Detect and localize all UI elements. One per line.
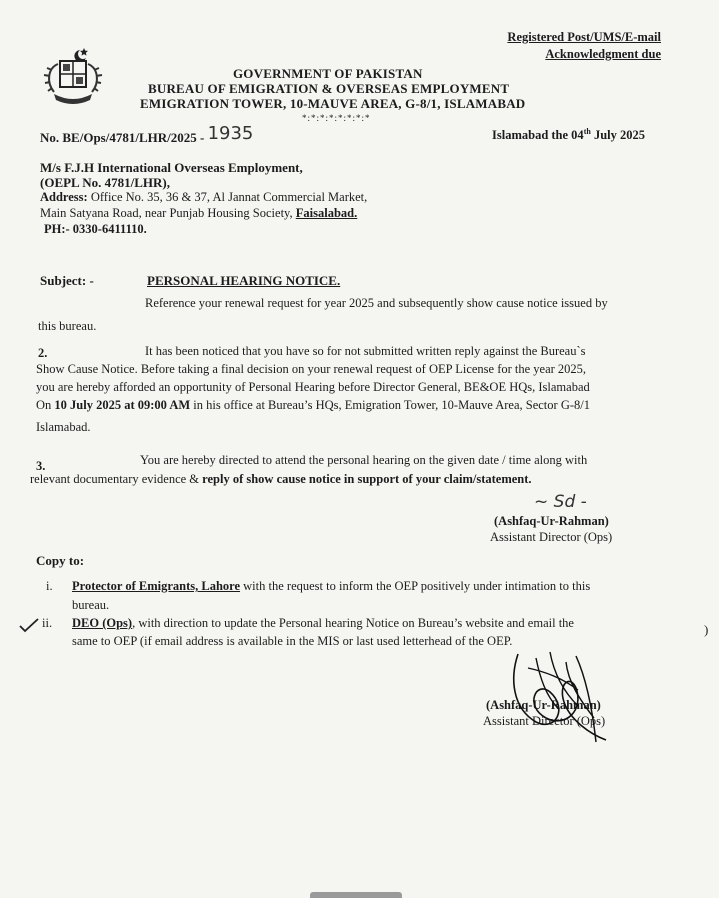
header-line-2: BUREAU OF EMIGRATION & OVERSEAS EMPLOYMENT [148, 81, 510, 96]
registered-post-line: Registered Post/UMS/E-mail [507, 30, 661, 44]
para2-line-4: On 10 July 2025 at 09:00 AM in his office at Bureau’s HQs, Emigration Tower, 10-Mauve Area, Sector G-8/1 [36, 398, 590, 412]
copy-item-2: DEO (Ops), with direction to update the Personal hearing Notice on Bureau’s website and email the [72, 616, 574, 630]
copy-item-1-number: i. [46, 579, 53, 593]
addressee-address-2: Main Satyana Road, near Punjab Housing Society, Faisalabad. [40, 206, 358, 220]
para3-line-1: You are hereby directed to attend the personal hearing on the given date / time along with [140, 453, 588, 467]
copy-to-label: Copy to: [36, 553, 85, 568]
addressee-address-1: Address: Office No. 35, 36 & 37, Al Jannat Commercial Market, [40, 190, 368, 204]
copy-item-2-number: ii. [42, 616, 53, 630]
header-line-1: GOVERNMENT OF PAKISTAN [233, 66, 423, 81]
subject-text: PERSONAL HEARING NOTICE. [147, 273, 341, 288]
handwritten-signature-icon [506, 648, 616, 744]
reference-number: No. BE/Ops/4781/LHR/2025 - 1935 [40, 123, 254, 145]
para2-number: 2. [38, 346, 48, 360]
addressee-name: M/s F.J.H International Overseas Employment, [40, 160, 303, 175]
addressee-phone: PH:- 0330-6411110. [44, 222, 147, 236]
para1-line-1: Reference your renewal request for year 2025 and subsequently show cause notice issued by [145, 296, 608, 310]
bottom-scroll-handle [310, 892, 402, 898]
signature-scribble-1: ~ Sd - [534, 492, 587, 512]
copy-item-1-cont: bureau. [72, 598, 110, 612]
addressee-city: Faisalabad. [295, 206, 358, 220]
signatory-name-1: (Ashfaq-Ur-Rahman) [494, 514, 609, 528]
header-line-3: EMIGRATION TOWER, 10-MAUVE AREA, G-8/1, ISLAMABAD [140, 96, 526, 111]
margin-mark: ) [704, 622, 709, 637]
para2-line-2: Show Cause Notice. Before taking a final decision on your renewal request of OEP License for the year 2025, [36, 362, 587, 376]
para2-line-1: It has been noticed that you have so for not submitted written reply against the Bureau`s [145, 344, 586, 358]
signatory-title-2: Assistant Director (Ops) [483, 714, 606, 728]
signatory-name-2: (Ashfaq-Ur-Rahman) [486, 698, 601, 712]
letter-date: Islamabad the 04th July 2025 [492, 127, 645, 143]
handwritten-serial: 1935 [207, 123, 254, 144]
addressee-oepl: (OEPL No. 4781/LHR), [40, 175, 171, 190]
para1-line-2: this bureau. [38, 319, 97, 333]
header-stars: *:*:*:*:*:*:*:* [302, 113, 371, 123]
copy-item-1: Protector of Emigrants, Lahore with the request to inform the OEP positively under intimation to this [72, 579, 591, 593]
para3-line-2: relevant documentary evidence & reply of show cause notice in support of your claim/statement. [30, 472, 532, 486]
para3-number: 3. [36, 459, 46, 473]
handwritten-tick-icon [18, 617, 40, 633]
government-emblem-icon [40, 46, 106, 108]
para2-line-3: you are hereby afforded an opportunity of Personal Hearing before Director General, BE&OE HQs, Islamabad [36, 380, 590, 394]
copy-item-2-cont: same to OEP (if email address is available in the MIS or last used letterhead of the OEP. [72, 634, 513, 648]
acknowledgment-line: Acknowledgment due [545, 47, 661, 61]
signatory-title-1: Assistant Director (Ops) [490, 530, 613, 544]
para2-line-5: Islamabad. [36, 420, 91, 434]
subject-label: Subject: - [40, 273, 94, 288]
